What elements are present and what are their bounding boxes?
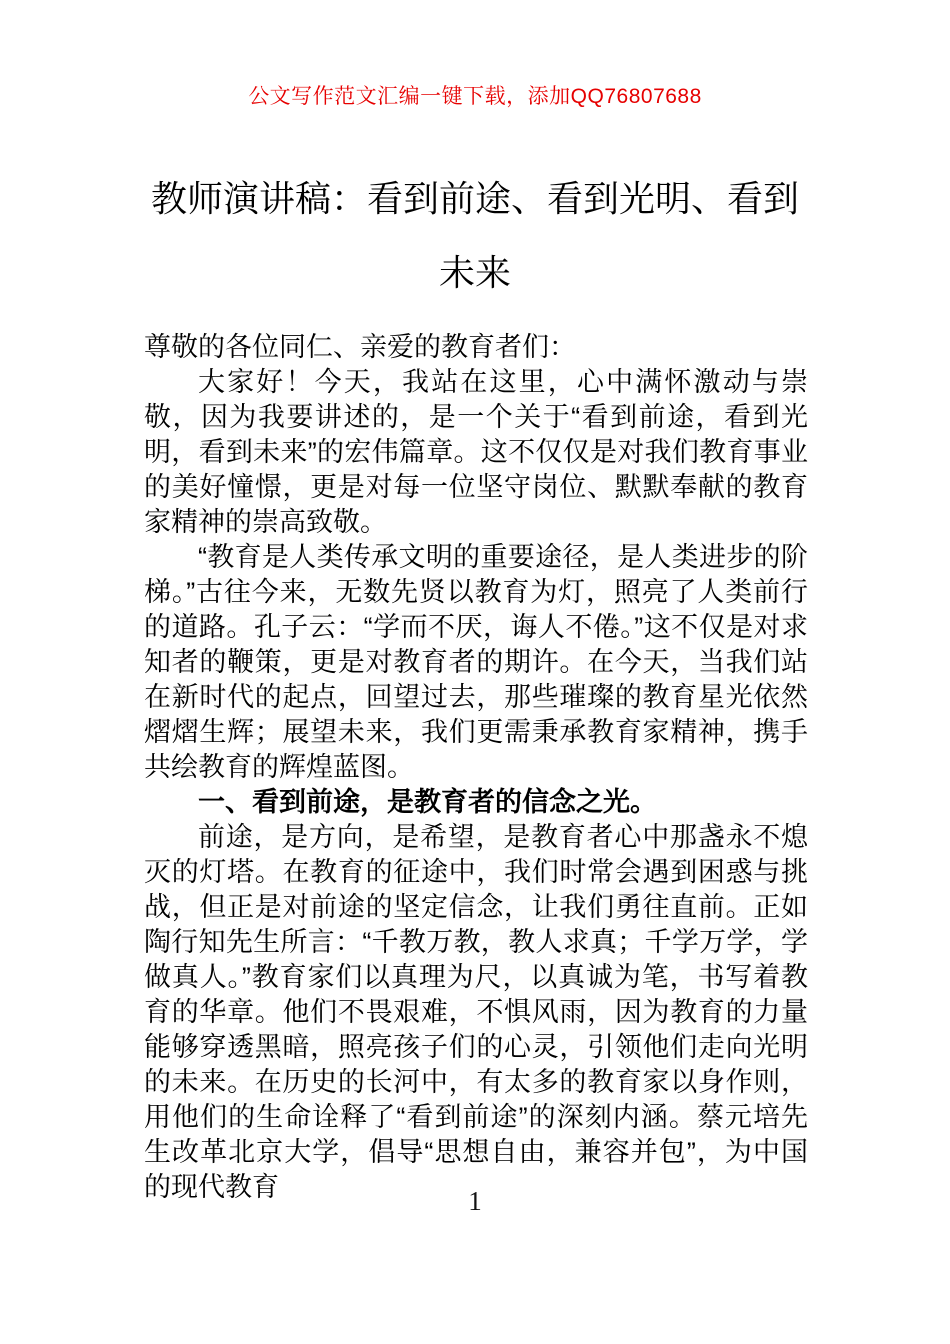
page-number: 1	[468, 1186, 482, 1216]
document-title: 教师演讲稿：看到前途、看到光明、看到未来	[150, 178, 799, 293]
promo-notice-text: 公文写作范文汇编一键下载，添加QQ76807688	[248, 85, 702, 108]
section-heading: 一、看到前途，是教育者的信念之光。	[198, 787, 657, 817]
paragraph: 大家好！今天，我站在这里，心中满怀激动与崇敬，因为我要讲述的，是一个关于“看到前途，看到光明，看到未来”的宏伟篇章。这不仅仅是对我们教育事业的美好憧憬，更是对每一位坚守岗位、默默奉献的教育家精神的崇高致敬。	[144, 367, 808, 537]
paragraph: 前途，是方向，是希望，是教育者心中那盏永不熄灭的灯塔。在教育的征途中，我们时常会遇到困惑与挑战，但正是对前途的坚定信念，让我们勇往直前。正如陶行知先生所言：“千教万教，教人求真；千学万学，学做真人。”教育家们以真理为尺，以真诚为笔，书写着教育的华章。他们不畏艰难，不惧风雨，因为教育的力量能够穿透黑暗，照亮孩子们的心灵，引领他们走向光明的未来。在历史的长河中，有太多的教育家以身作则，用他们的生命诠释了“看到前途”的深刻内涵。蔡元培先生改革北京大学，倡导“思想自由，兼容并包”，为中国的现代教育	[144, 822, 808, 1202]
document-body	[144, 330, 808, 1205]
paragraph: “教育是人类传承文明的重要途径，是人类进步的阶梯。”古往今来，无数先贤以教育为灯，照亮了人类前行的道路。孔子云：“学而不厌，诲人不倦。”这不仅是对求知者的鞭策，更是对教育者的期许。在今天，当我们站在新时代的起点，回望过去，那些璀璨的教育星光依然熠熠生辉；展望未来，我们更需秉承教育家精神，携手共绘教育的辉煌蓝图。	[144, 542, 808, 782]
paragraph: 尊敬的各位同仁、亲爱的教育者们：	[144, 332, 576, 362]
